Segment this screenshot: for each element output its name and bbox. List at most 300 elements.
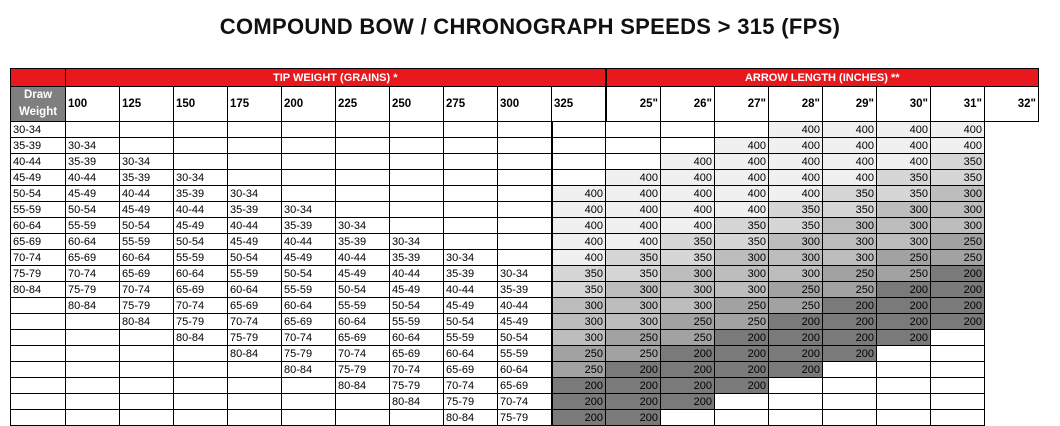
tip-weight-cell bbox=[390, 410, 444, 426]
arrow-spine-cell: 200 bbox=[715, 330, 769, 346]
page-title: COMPOUND BOW / CHRONOGRAPH SPEEDS > 315 (FPS) bbox=[219, 14, 841, 39]
arrow-spine-cell bbox=[931, 330, 985, 346]
tip-weight-cell bbox=[390, 218, 444, 234]
tip-weight-cell bbox=[174, 122, 228, 138]
arrow-spine-cell bbox=[769, 410, 823, 426]
arrow-spine-cell: 250 bbox=[661, 314, 715, 330]
tip-weight-cell bbox=[336, 122, 390, 138]
tip-weight-cell: 50-54 bbox=[66, 202, 120, 218]
table-row bbox=[11, 362, 1039, 378]
arrow-spine-cell bbox=[606, 122, 661, 138]
table-row bbox=[11, 234, 1039, 250]
tip-weight-cell bbox=[11, 410, 66, 426]
arrow-spine-cell: 300 bbox=[661, 266, 715, 282]
tip-weight-cell: 80-84 bbox=[444, 410, 498, 426]
tip-weight-cell: 80-84 bbox=[228, 346, 282, 362]
tip-weight-cell: 65-69 bbox=[282, 314, 336, 330]
arrow-spine-cell bbox=[715, 394, 769, 410]
table-row bbox=[11, 250, 1039, 266]
arrow-spine-cell: 400 bbox=[823, 138, 877, 154]
tip-weight-cell bbox=[174, 410, 228, 426]
tip-weight-cell: 75-79 bbox=[498, 410, 552, 426]
tip-weight-cell: 40-44 bbox=[11, 154, 66, 170]
tip-weight-cell: 55-59 bbox=[336, 298, 390, 314]
tip-weight-cell bbox=[444, 170, 498, 186]
arrow-spine-cell bbox=[931, 346, 985, 362]
arrow-spine-cell: 300 bbox=[715, 266, 769, 282]
tip-weight-cell: 50-54 bbox=[174, 234, 228, 250]
table-row bbox=[11, 170, 1039, 186]
tip-weight-cell bbox=[336, 138, 390, 154]
arrow-spine-cell: 400 bbox=[931, 122, 985, 138]
tip-weight-cell bbox=[390, 122, 444, 138]
arrow-spine-cell: 400 bbox=[715, 170, 769, 186]
arrow-spine-cell: 200 bbox=[552, 378, 606, 394]
table-row bbox=[11, 410, 1039, 426]
tip-weight-cell bbox=[498, 186, 552, 202]
table-row bbox=[11, 122, 1039, 138]
tip-weight-col-header: 100 bbox=[66, 87, 120, 122]
tip-weight-cell bbox=[66, 378, 120, 394]
arrow-spine-cell: 250 bbox=[769, 298, 823, 314]
tip-weight-cell bbox=[11, 362, 66, 378]
tip-weight-cell: 45-49 bbox=[228, 234, 282, 250]
arrow-spine-cell: 250 bbox=[877, 250, 931, 266]
arrow-spine-cell: 200 bbox=[606, 410, 661, 426]
tip-weight-cell: 55-59 bbox=[11, 202, 66, 218]
arrow-spine-cell: 350 bbox=[769, 202, 823, 218]
arrow-spine-cell: 350 bbox=[661, 234, 715, 250]
tip-weight-cell bbox=[498, 250, 552, 266]
arrow-spine-cell: 300 bbox=[606, 282, 661, 298]
arrow-spine-cell: 250 bbox=[552, 362, 606, 378]
tip-weight-cell: 30-34 bbox=[228, 186, 282, 202]
tip-weight-cell: 40-44 bbox=[120, 186, 174, 202]
tip-weight-cell: 65-69 bbox=[444, 362, 498, 378]
tip-weight-cell bbox=[282, 122, 336, 138]
arrow-spine-cell: 400 bbox=[661, 186, 715, 202]
tip-weight-cell: 30-34 bbox=[336, 218, 390, 234]
tip-weight-cell: 50-54 bbox=[282, 266, 336, 282]
arrow-spine-cell: 200 bbox=[606, 378, 661, 394]
tip-weight-cell: 35-39 bbox=[11, 138, 66, 154]
arrow-spine-cell: 250 bbox=[931, 234, 985, 250]
tip-weight-cell: 80-84 bbox=[66, 298, 120, 314]
tip-weight-cell bbox=[11, 298, 66, 314]
tip-weight-cell: 75-79 bbox=[282, 346, 336, 362]
arrow-spine-cell: 250 bbox=[715, 314, 769, 330]
arrow-spine-cell: 400 bbox=[877, 154, 931, 170]
tip-weight-cell bbox=[498, 122, 552, 138]
tip-weight-cell bbox=[66, 410, 120, 426]
table-row bbox=[11, 314, 1039, 330]
arrow-spine-cell: 350 bbox=[877, 186, 931, 202]
arrow-spine-cell: 300 bbox=[877, 202, 931, 218]
tip-weight-cell: 30-34 bbox=[174, 170, 228, 186]
tip-weight-cell: 65-69 bbox=[120, 266, 174, 282]
speed-chart-table bbox=[10, 68, 1039, 426]
tip-weight-cell: 35-39 bbox=[120, 170, 174, 186]
column-header-row bbox=[11, 87, 1039, 122]
arrow-spine-cell: 400 bbox=[606, 170, 661, 186]
tip-weight-cell: 35-39 bbox=[174, 186, 228, 202]
tip-weight-cell: 50-54 bbox=[444, 314, 498, 330]
tip-weight-cell: 30-34 bbox=[120, 154, 174, 170]
tip-weight-cell: 60-64 bbox=[66, 234, 120, 250]
tip-weight-cell: 55-59 bbox=[498, 346, 552, 362]
tip-weight-col-header: 300 bbox=[498, 87, 552, 122]
arrow-spine-cell: 300 bbox=[606, 298, 661, 314]
tip-weight-cell: 65-69 bbox=[498, 378, 552, 394]
tip-weight-cell bbox=[390, 186, 444, 202]
tip-weight-cell: 35-39 bbox=[282, 218, 336, 234]
arrow-spine-cell: 200 bbox=[769, 362, 823, 378]
arrow-spine-cell: 400 bbox=[877, 138, 931, 154]
tip-weight-cell bbox=[120, 138, 174, 154]
arrow-spine-cell: 300 bbox=[661, 298, 715, 314]
tip-weight-cell bbox=[120, 378, 174, 394]
arrow-spine-cell: 200 bbox=[606, 362, 661, 378]
arrow-spine-cell: 400 bbox=[769, 170, 823, 186]
tip-weight-cell: 70-74 bbox=[120, 282, 174, 298]
tip-weight-cell: 55-59 bbox=[282, 282, 336, 298]
tip-weight-cell: 80-84 bbox=[174, 330, 228, 346]
tip-weight-cell: 60-64 bbox=[228, 282, 282, 298]
arrow-spine-cell: 400 bbox=[552, 234, 606, 250]
tip-weight-cell: 50-54 bbox=[498, 330, 552, 346]
arrow-spine-cell: 350 bbox=[552, 266, 606, 282]
arrow-spine-cell: 200 bbox=[877, 330, 931, 346]
arrow-spine-cell: 250 bbox=[823, 282, 877, 298]
arrow-spine-cell: 250 bbox=[877, 266, 931, 282]
arrow-spine-cell bbox=[823, 362, 877, 378]
tip-weight-cell: 40-44 bbox=[174, 202, 228, 218]
tip-weight-cell: 75-79 bbox=[174, 314, 228, 330]
arrow-spine-cell: 250 bbox=[552, 346, 606, 362]
chart-body bbox=[11, 122, 1039, 426]
tip-weight-cell bbox=[498, 218, 552, 234]
table-row bbox=[11, 138, 1039, 154]
tip-weight-cell bbox=[228, 122, 282, 138]
arrow-spine-cell: 200 bbox=[552, 410, 606, 426]
arrow-spine-cell: 250 bbox=[769, 282, 823, 298]
tip-weight-cell: 45-49 bbox=[282, 250, 336, 266]
tip-weight-cell bbox=[228, 154, 282, 170]
arrow-spine-cell: 250 bbox=[606, 330, 661, 346]
arrow-spine-cell: 400 bbox=[769, 154, 823, 170]
tip-weight-cell: 60-64 bbox=[120, 250, 174, 266]
tip-weight-cell: 50-54 bbox=[228, 250, 282, 266]
tip-weight-cell: 55-59 bbox=[444, 330, 498, 346]
tip-weight-cell: 60-64 bbox=[11, 218, 66, 234]
arrow-spine-cell bbox=[552, 122, 606, 138]
arrow-spine-cell: 250 bbox=[823, 266, 877, 282]
tip-weight-cell bbox=[282, 154, 336, 170]
arrow-length-col-header: 29" bbox=[823, 87, 877, 122]
arrow-length-col-header: 31" bbox=[931, 87, 985, 122]
arrow-spine-cell: 300 bbox=[823, 234, 877, 250]
tip-weight-cell: 55-59 bbox=[120, 234, 174, 250]
tip-weight-cell: 30-34 bbox=[498, 266, 552, 282]
tip-weight-cell bbox=[174, 346, 228, 362]
arrow-spine-cell bbox=[823, 394, 877, 410]
arrow-spine-cell: 350 bbox=[606, 266, 661, 282]
tip-weight-cell bbox=[336, 170, 390, 186]
tip-weight-cell: 30-34 bbox=[282, 202, 336, 218]
tip-weight-cell: 70-74 bbox=[11, 250, 66, 266]
tip-weight-cell: 40-44 bbox=[336, 250, 390, 266]
tip-weight-cell: 70-74 bbox=[282, 330, 336, 346]
tip-weight-cell: 40-44 bbox=[498, 298, 552, 314]
arrow-spine-cell: 400 bbox=[606, 186, 661, 202]
arrow-spine-cell: 350 bbox=[606, 250, 661, 266]
arrow-length-col-header: 26" bbox=[661, 87, 715, 122]
table-row bbox=[11, 186, 1039, 202]
table-row bbox=[11, 330, 1039, 346]
arrow-spine-cell: 250 bbox=[715, 298, 769, 314]
tip-weight-cell bbox=[498, 234, 552, 250]
arrow-spine-cell: 400 bbox=[931, 138, 985, 154]
arrow-spine-cell: 300 bbox=[715, 282, 769, 298]
tip-weight-cell bbox=[120, 410, 174, 426]
tip-weight-cell: 60-64 bbox=[336, 314, 390, 330]
arrow-spine-cell bbox=[931, 378, 985, 394]
arrow-spine-cell: 400 bbox=[715, 138, 769, 154]
arrow-spine-cell: 200 bbox=[661, 346, 715, 362]
tip-weight-cell bbox=[282, 138, 336, 154]
tip-weight-cell: 50-54 bbox=[336, 282, 390, 298]
tip-weight-cell bbox=[282, 170, 336, 186]
tip-weight-cell: 75-79 bbox=[336, 362, 390, 378]
tip-weight-cell: 70-74 bbox=[66, 266, 120, 282]
table-row bbox=[11, 154, 1039, 170]
arrow-spine-cell: 400 bbox=[552, 218, 606, 234]
tip-weight-cell bbox=[66, 362, 120, 378]
table-row bbox=[11, 202, 1039, 218]
arrow-spine-cell: 200 bbox=[931, 282, 985, 298]
arrow-spine-cell: 300 bbox=[877, 218, 931, 234]
tip-weight-cell: 70-74 bbox=[444, 378, 498, 394]
arrow-length-col-header: 25" bbox=[606, 87, 661, 122]
arrow-spine-cell: 300 bbox=[823, 250, 877, 266]
tip-weight-cell: 70-74 bbox=[228, 314, 282, 330]
arrow-spine-cell bbox=[931, 362, 985, 378]
tip-weight-cell bbox=[66, 314, 120, 330]
tip-weight-cell bbox=[444, 218, 498, 234]
tip-weight-cell bbox=[444, 202, 498, 218]
tip-weight-cell bbox=[11, 346, 66, 362]
tip-weight-cell: 30-34 bbox=[444, 250, 498, 266]
arrow-spine-cell: 200 bbox=[769, 330, 823, 346]
tip-weight-col-header: 175 bbox=[228, 87, 282, 122]
arrow-spine-cell: 300 bbox=[661, 282, 715, 298]
arrow-spine-cell: 200 bbox=[661, 362, 715, 378]
tip-weight-cell: 45-49 bbox=[498, 314, 552, 330]
tip-weight-cell: 55-59 bbox=[66, 218, 120, 234]
tip-weight-cell bbox=[444, 138, 498, 154]
arrow-spine-cell: 400 bbox=[823, 122, 877, 138]
tip-weight-col-header: 150 bbox=[174, 87, 228, 122]
tip-weight-cell: 50-54 bbox=[120, 218, 174, 234]
tip-weight-cell bbox=[66, 330, 120, 346]
arrow-spine-cell: 400 bbox=[606, 218, 661, 234]
arrow-spine-cell: 200 bbox=[715, 362, 769, 378]
arrow-length-col-header: 28" bbox=[769, 87, 823, 122]
arrow-spine-cell: 400 bbox=[715, 154, 769, 170]
tip-weight-cell bbox=[336, 154, 390, 170]
tip-weight-cell bbox=[498, 138, 552, 154]
tip-weight-cell bbox=[336, 186, 390, 202]
arrow-spine-cell bbox=[715, 410, 769, 426]
tip-weight-cell bbox=[444, 154, 498, 170]
tip-weight-cell: 50-54 bbox=[390, 298, 444, 314]
tip-weight-cell bbox=[282, 186, 336, 202]
tip-weight-cell bbox=[66, 122, 120, 138]
arrow-spine-cell bbox=[877, 346, 931, 362]
arrow-spine-cell: 300 bbox=[877, 234, 931, 250]
table-row bbox=[11, 346, 1039, 362]
tip-weight-cell bbox=[174, 154, 228, 170]
tip-weight-cell bbox=[498, 154, 552, 170]
tip-weight-cell: 45-49 bbox=[444, 298, 498, 314]
tip-weight-col-header: 200 bbox=[282, 87, 336, 122]
arrow-spine-cell: 350 bbox=[552, 282, 606, 298]
tip-weight-cell bbox=[174, 378, 228, 394]
arrow-spine-cell: 200 bbox=[931, 298, 985, 314]
tip-weight-cell: 75-79 bbox=[228, 330, 282, 346]
arrow-spine-cell: 200 bbox=[823, 298, 877, 314]
arrow-length-col-header: 32" bbox=[985, 87, 1039, 122]
tip-weight-cell: 65-69 bbox=[174, 282, 228, 298]
tip-weight-cell bbox=[228, 362, 282, 378]
tip-weight-cell: 60-64 bbox=[390, 330, 444, 346]
tip-weight-cell bbox=[228, 170, 282, 186]
arrow-spine-cell bbox=[769, 394, 823, 410]
tip-weight-cell bbox=[390, 154, 444, 170]
tip-weight-cell bbox=[282, 378, 336, 394]
tip-weight-cell bbox=[336, 202, 390, 218]
table-row bbox=[11, 298, 1039, 314]
arrow-spine-cell bbox=[552, 138, 606, 154]
tip-weight-cell: 55-59 bbox=[228, 266, 282, 282]
arrow-spine-cell: 400 bbox=[715, 186, 769, 202]
tip-weight-cell bbox=[66, 394, 120, 410]
arrow-spine-cell bbox=[661, 138, 715, 154]
tip-weight-cell: 40-44 bbox=[228, 218, 282, 234]
tip-weight-cell: 30-34 bbox=[66, 138, 120, 154]
arrow-spine-cell: 200 bbox=[715, 346, 769, 362]
arrow-spine-cell: 300 bbox=[552, 330, 606, 346]
table-row bbox=[11, 218, 1039, 234]
tip-weight-cell: 40-44 bbox=[444, 282, 498, 298]
tip-weight-cell bbox=[336, 410, 390, 426]
arrow-spine-cell: 200 bbox=[769, 314, 823, 330]
arrow-spine-cell bbox=[823, 378, 877, 394]
tip-weight-col-header: 125 bbox=[120, 87, 174, 122]
arrow-spine-cell: 350 bbox=[931, 170, 985, 186]
arrow-spine-cell: 300 bbox=[769, 266, 823, 282]
draw-weight-label: Draw Weight bbox=[11, 87, 66, 122]
arrow-spine-cell bbox=[877, 410, 931, 426]
tip-weight-cell bbox=[282, 410, 336, 426]
arrow-spine-cell: 200 bbox=[661, 394, 715, 410]
tip-weight-cell: 55-59 bbox=[174, 250, 228, 266]
table-row bbox=[11, 394, 1039, 410]
arrow-spine-cell bbox=[661, 122, 715, 138]
tip-weight-cell: 80-84 bbox=[336, 378, 390, 394]
tip-weight-cell: 70-74 bbox=[336, 346, 390, 362]
arrow-spine-cell: 200 bbox=[931, 266, 985, 282]
tip-weight-cell: 70-74 bbox=[390, 362, 444, 378]
arrow-spine-cell: 400 bbox=[769, 186, 823, 202]
arrow-spine-cell: 200 bbox=[823, 346, 877, 362]
tip-weight-header: TIP WEIGHT (GRAINS) * bbox=[66, 69, 606, 87]
tip-weight-cell: 40-44 bbox=[282, 234, 336, 250]
tip-weight-cell bbox=[228, 378, 282, 394]
table-row bbox=[11, 282, 1039, 298]
arrow-spine-cell: 300 bbox=[769, 234, 823, 250]
tip-weight-cell bbox=[444, 186, 498, 202]
arrow-spine-cell bbox=[823, 410, 877, 426]
arrow-spine-cell: 400 bbox=[661, 170, 715, 186]
arrow-spine-cell: 300 bbox=[552, 314, 606, 330]
arrow-spine-cell: 200 bbox=[715, 378, 769, 394]
arrow-spine-cell bbox=[877, 362, 931, 378]
tip-weight-cell bbox=[444, 234, 498, 250]
arrow-spine-cell: 350 bbox=[769, 218, 823, 234]
arrow-spine-cell: 300 bbox=[606, 314, 661, 330]
arrow-spine-cell: 200 bbox=[877, 298, 931, 314]
tip-weight-cell bbox=[444, 122, 498, 138]
arrow-spine-cell: 200 bbox=[877, 282, 931, 298]
arrow-spine-cell: 350 bbox=[715, 218, 769, 234]
arrow-spine-cell: 400 bbox=[661, 154, 715, 170]
arrow-spine-cell: 400 bbox=[661, 218, 715, 234]
tip-weight-cell: 45-49 bbox=[336, 266, 390, 282]
arrow-spine-cell: 350 bbox=[931, 154, 985, 170]
tip-weight-cell bbox=[228, 410, 282, 426]
arrow-spine-cell: 200 bbox=[931, 314, 985, 330]
tip-weight-cell bbox=[498, 202, 552, 218]
tip-weight-cell bbox=[11, 394, 66, 410]
tip-weight-col-header: 225 bbox=[336, 87, 390, 122]
arrow-spine-cell bbox=[715, 122, 769, 138]
arrow-spine-cell: 200 bbox=[877, 314, 931, 330]
tip-weight-cell: 55-59 bbox=[390, 314, 444, 330]
tip-weight-cell: 65-69 bbox=[11, 234, 66, 250]
tip-weight-cell bbox=[66, 346, 120, 362]
tip-weight-cell: 30-34 bbox=[390, 234, 444, 250]
tip-weight-cell: 45-49 bbox=[11, 170, 66, 186]
tip-weight-cell: 65-69 bbox=[390, 346, 444, 362]
arrow-spine-cell: 400 bbox=[715, 202, 769, 218]
tip-weight-cell: 30-34 bbox=[11, 122, 66, 138]
tip-weight-cell: 75-79 bbox=[444, 394, 498, 410]
tip-weight-cell: 45-49 bbox=[390, 282, 444, 298]
tip-weight-cell bbox=[498, 170, 552, 186]
tip-weight-cell: 75-79 bbox=[11, 266, 66, 282]
arrow-length-col-header: 30" bbox=[877, 87, 931, 122]
arrow-spine-cell: 250 bbox=[931, 250, 985, 266]
tip-weight-cell: 80-84 bbox=[390, 394, 444, 410]
tip-weight-cell bbox=[11, 378, 66, 394]
tip-weight-cell: 75-79 bbox=[120, 298, 174, 314]
tip-weight-cell: 35-39 bbox=[66, 154, 120, 170]
arrow-spine-cell: 300 bbox=[769, 250, 823, 266]
arrow-spine-cell: 350 bbox=[661, 250, 715, 266]
tip-weight-cell: 80-84 bbox=[11, 282, 66, 298]
tip-weight-cell bbox=[120, 330, 174, 346]
